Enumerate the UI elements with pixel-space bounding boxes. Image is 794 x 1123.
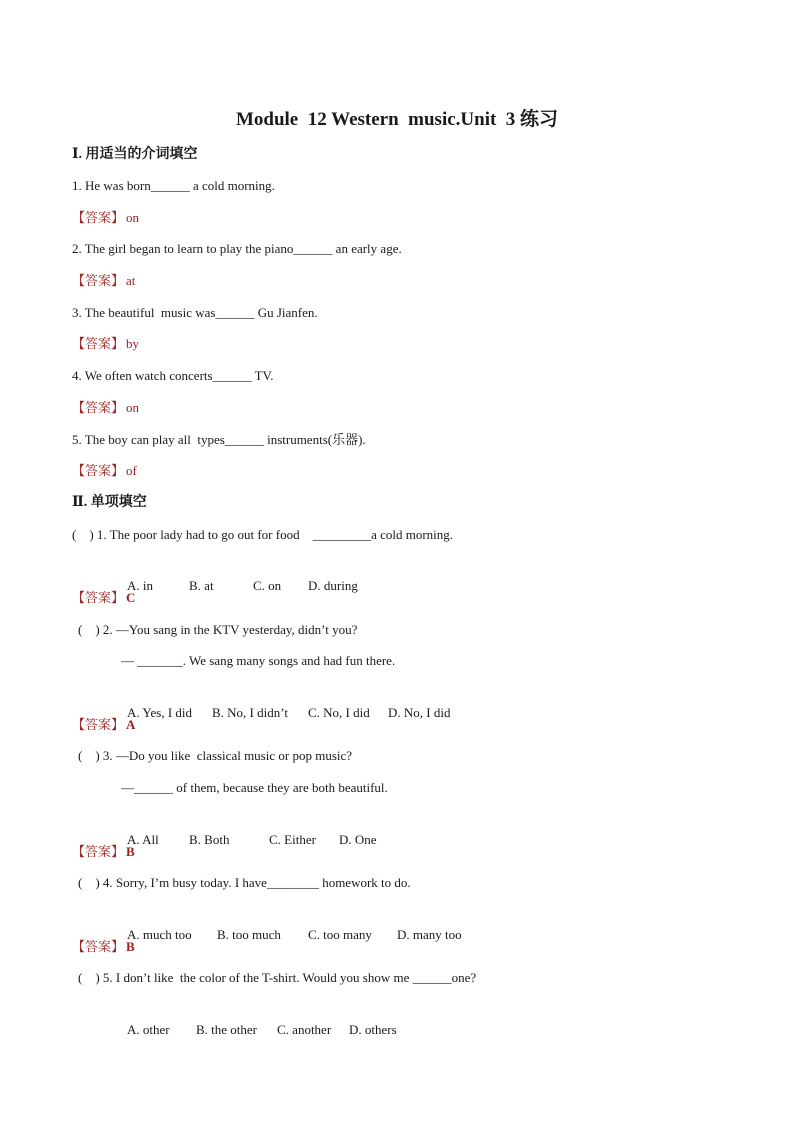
question-text: 1. He was born______ a cold morning.	[72, 178, 275, 193]
question-followup: —______ of them, because they are both beautiful.	[121, 780, 388, 795]
answer-label: 【答案】	[72, 939, 125, 954]
answer-line	[72, 588, 135, 608]
option-a: A. All	[127, 832, 159, 847]
question-text: ( ) 2. —You sang in the KTV yesterday, didn’t you?	[78, 622, 358, 637]
options-row	[114, 683, 450, 743]
question-text: ( ) 3. —Do you like classical music or pop music?	[78, 748, 353, 763]
answer-value: by	[126, 336, 140, 351]
question-text: 3. The beautiful music was______ Gu Jianfen.	[72, 305, 318, 320]
option-d: D. One	[339, 832, 377, 847]
option-d: D. many too	[397, 927, 462, 942]
answer-label: 【答案】	[72, 844, 125, 859]
options-row	[114, 1000, 397, 1060]
option-c: C. too many	[308, 927, 372, 942]
answer-value: at	[126, 273, 136, 288]
answer-line	[72, 208, 139, 228]
options-row	[114, 556, 358, 616]
answer-line	[72, 715, 135, 735]
answer-label: 【答案】	[72, 590, 125, 605]
answer-value: A	[126, 717, 136, 732]
option-c: C. No, I did	[308, 705, 370, 720]
page-title: Module 12 Western music.Unit 3 练习	[235, 109, 559, 130]
question-text: 4. We often watch concerts______ TV.	[72, 368, 274, 383]
answer-line	[72, 842, 135, 862]
answer-label: 【答案】	[72, 210, 125, 225]
question-text: 2. The girl began to learn to play the piano______ an early age.	[72, 241, 402, 256]
option-b: B. too much	[217, 927, 281, 942]
option-b: B. Both	[189, 832, 230, 847]
option-d: D. during	[308, 578, 358, 593]
answer-value: of	[126, 463, 137, 478]
option-a: A. Yes, I did	[127, 705, 193, 720]
options-row	[114, 905, 462, 965]
option-d: D. No, I did	[388, 705, 451, 720]
answer-value: on	[126, 210, 140, 225]
question-text: 5. The boy can play all types______ instruments(乐器).	[72, 432, 366, 447]
section-heading: Ⅱ. 单项填空	[72, 495, 147, 510]
answer-line	[72, 271, 135, 291]
option-c: C. another	[277, 1022, 332, 1037]
answer-label: 【答案】	[72, 400, 125, 415]
section-heading: Ⅰ. 用适当的介词填空	[72, 147, 198, 162]
option-a: A. other	[127, 1022, 170, 1037]
answer-label: 【答案】	[72, 273, 125, 288]
answer-line	[72, 334, 139, 354]
option-b: B. the other	[196, 1022, 258, 1037]
option-a: A. much too	[127, 927, 192, 942]
answer-value: C	[126, 590, 136, 605]
option-c: C. on	[253, 578, 282, 593]
answer-label: 【答案】	[72, 336, 125, 351]
answer-value: on	[126, 400, 140, 415]
options-row	[114, 810, 377, 870]
question-text: ( ) 5. I don’t like the color of the T-shirt. Would you show me ______one?	[78, 970, 477, 985]
answer-label: 【答案】	[72, 463, 125, 478]
option-b: B. No, I didn’t	[212, 705, 288, 720]
answer-line	[72, 937, 135, 957]
option-d: D. others	[349, 1022, 397, 1037]
question-followup: — _______. We sang many songs and had fun there.	[121, 653, 396, 668]
answer-line	[72, 398, 139, 418]
question-text: ( ) 4. Sorry, I’m busy today. I have________ homework to do.	[78, 875, 411, 890]
answer-value: B	[126, 844, 135, 859]
option-b: B. at	[189, 578, 214, 593]
answer-value: B	[126, 939, 135, 954]
question-text: ( ) 1. The poor lady had to go out for food _________a cold morning.	[72, 527, 454, 542]
option-c: C. Either	[269, 832, 316, 847]
answer-label: 【答案】	[72, 717, 125, 732]
option-a: A. in	[127, 578, 153, 593]
answer-line	[72, 461, 137, 481]
